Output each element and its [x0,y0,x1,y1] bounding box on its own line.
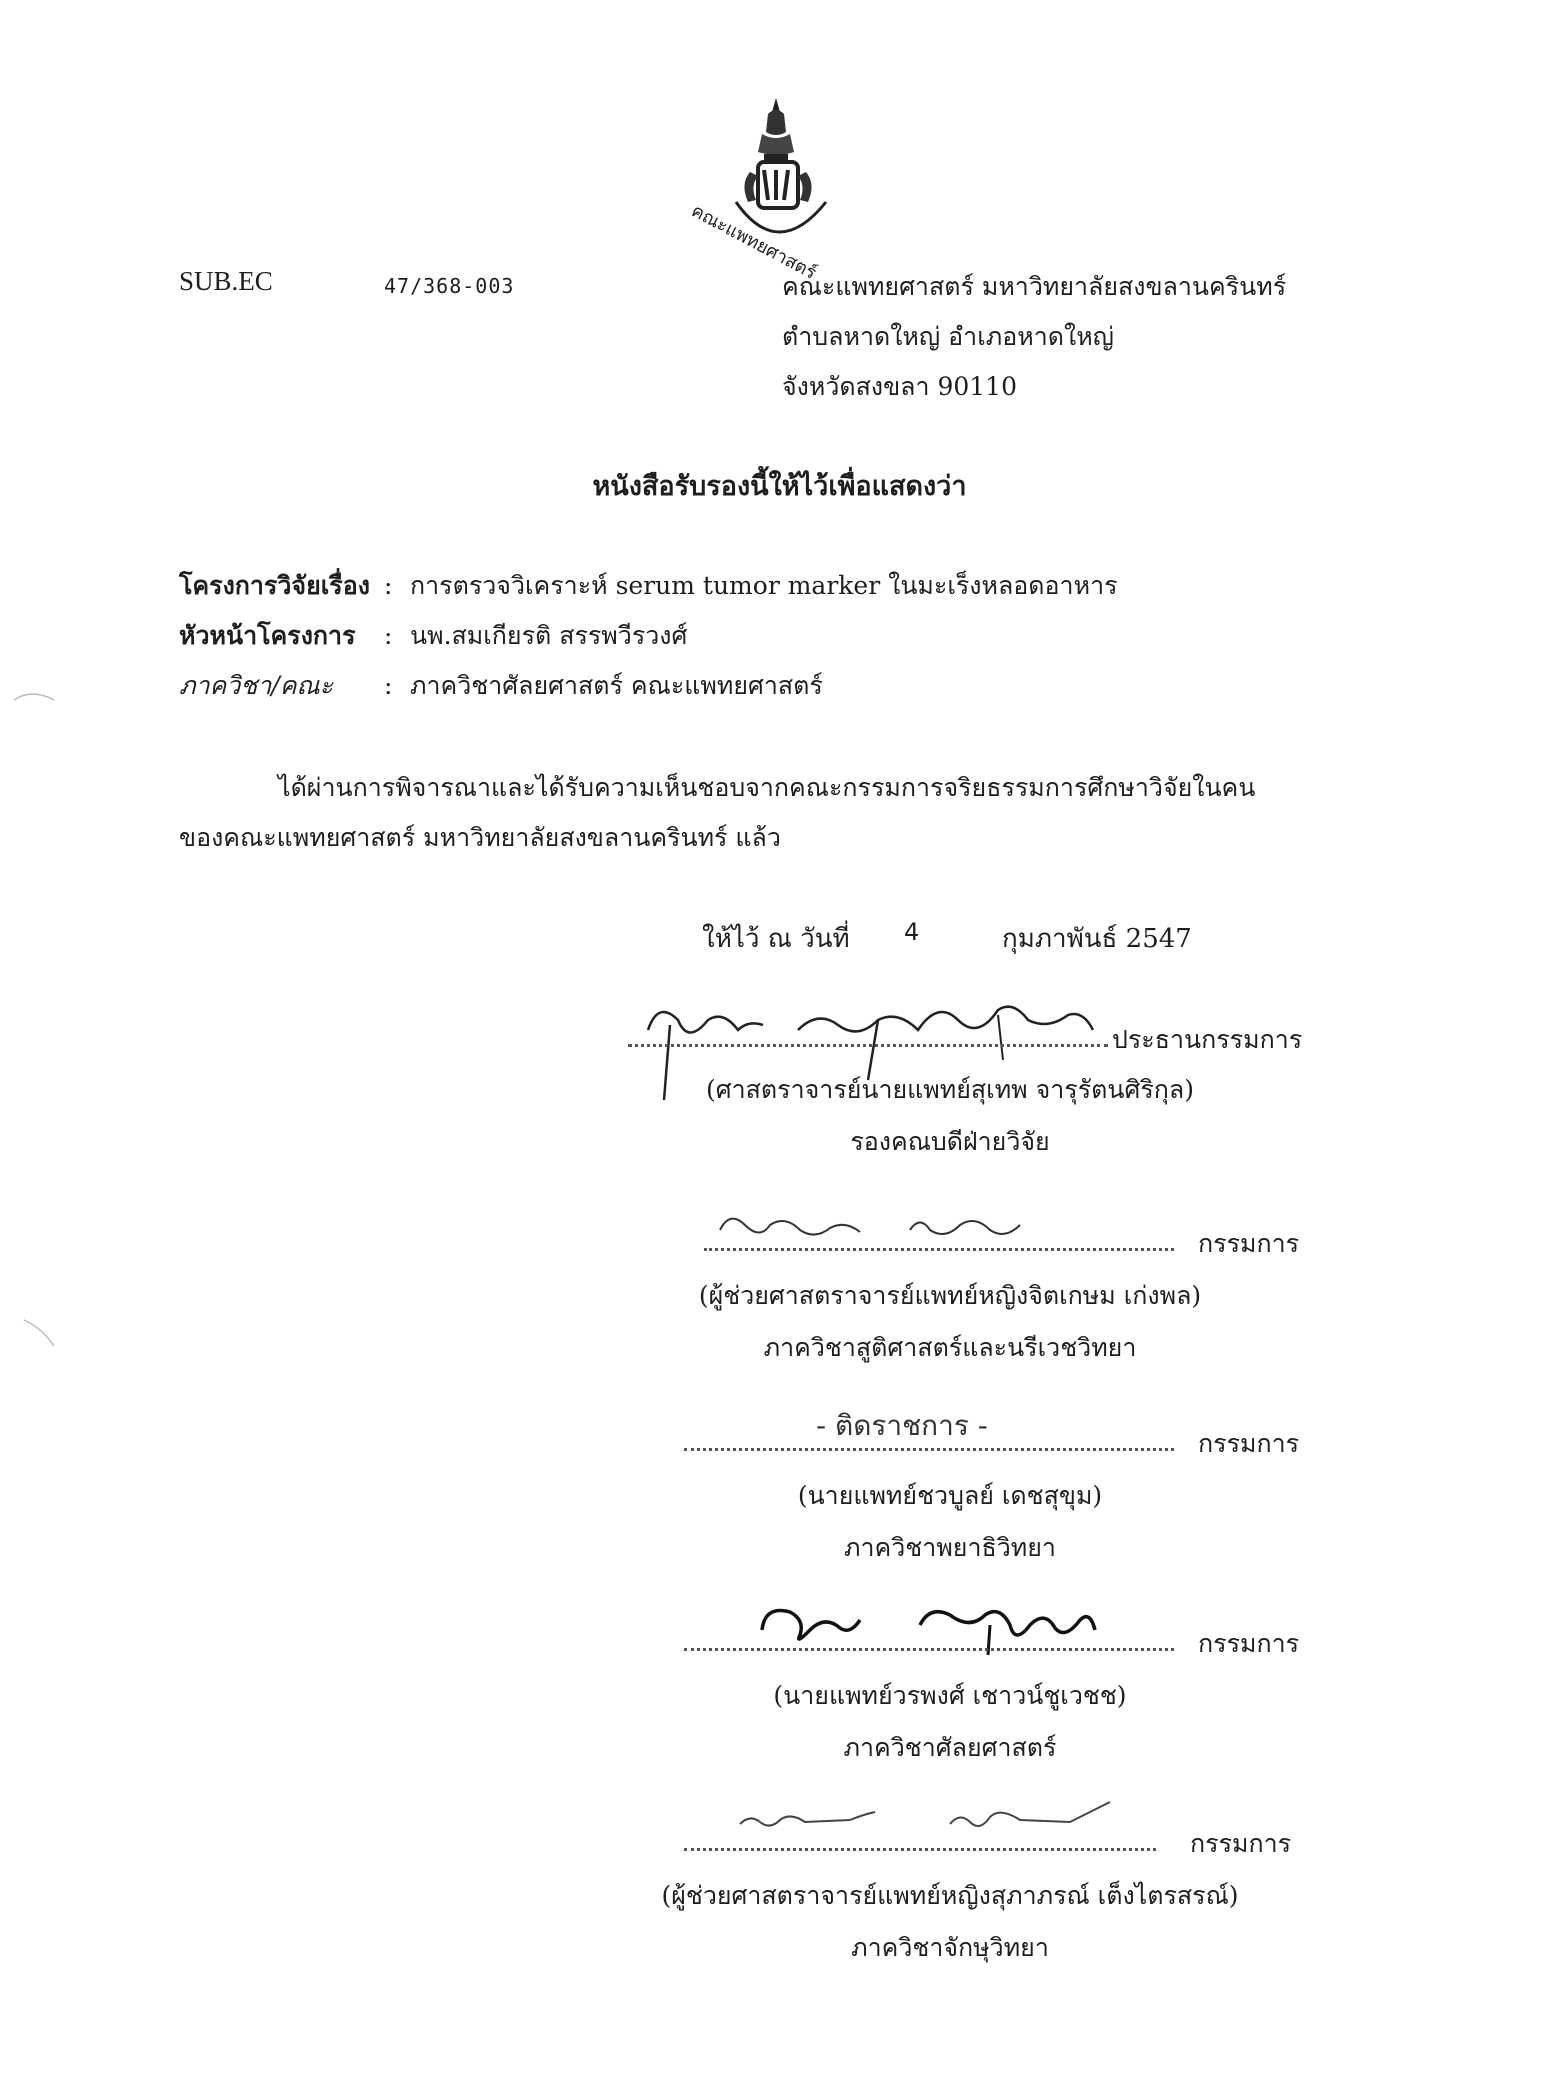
committee-member-3-position: ภาควิชาศัลยศาสตร์ [843,1733,1057,1762]
committee-member-2-position: ภาควิชาพยาธิวิทยา [844,1533,1056,1562]
address-line: คณะแพทยศาสตร์ มหาวิทยาลัยสงขลานครินทร์ [782,272,1287,301]
department-row: ภาควิชา/คณะ : ภาควิชาศัลยศาสตร์ คณะแพทยศาสตร์ [179,666,823,706]
chairman-name: (ศาสตราจารย์นายแพทย์สุเทพ จารุรัตนศิริกุล) [706,1075,1194,1104]
reference-code: SUB.EC [179,266,273,296]
committee-member-4-position: ภาควิชาจักษุวิทยา [851,1933,1049,1962]
chairman-role: ประธานกรรมการ [1112,1025,1303,1054]
project-title-value: การตรวจวิเคราะห์ serum tumor marker ในมะเร็งหลอดอาหาร [410,571,1118,600]
project-title-label: โครงการวิจัยเรื่อง [179,571,370,600]
department-label: ภาควิชา/คณะ [179,671,334,700]
committee-member-1-name: (ผู้ช่วยศาสตราจารย์แพทย์หญิงจิตเกษม เก่งพล) [698,1281,1202,1310]
committee-member-3-name: (นายแพทย์วรพงศ์ เชาวน์ชูเวชช) [773,1681,1127,1710]
committee-member-3-role: กรรมการ [1198,1629,1300,1658]
scan-mark [12,686,56,710]
committee-member-4-signature [730,1792,1150,1852]
department-value: ภาควิชาศัลยศาสตร์ คณะแพทยศาสตร์ [410,671,823,700]
chairman-position: รองคณบดีฝ่ายวิจัย [850,1127,1050,1156]
project-title-row: โครงการวิจัยเรื่อง : การตรวจวิเคราะห์ serum tumor marker ในมะเร็งหลอดอาหาร [179,566,1118,606]
seal-caption: คณะแพทยศาสตร์ [687,200,820,284]
issue-date-day: 4 [904,918,920,946]
committee-member-2-role: กรรมการ [1198,1429,1300,1458]
signature-line [684,1648,1174,1651]
committee-member-1-signature [710,1200,1070,1260]
signature-line [684,1448,1174,1451]
committee-member-4-role: กรรมการ [1190,1829,1292,1858]
signature-line [628,1044,1108,1047]
issue-date-month-year: กุมภาพันธ์ 2547 [1002,924,1192,954]
project-lead-value: นพ.สมเกียรติ สรรพวีรวงศ์ [410,621,688,650]
certificate-heading: หนังสือรับรองนี้ให้ไว้เพื่อแสดงว่า [592,471,967,502]
approval-statement-line1: ได้ผ่านการพิจารณาและได้รับความเห็นชอบจากคณะกรรมการจริยธรรมการศึกษาวิจัยในคน [278,773,1256,802]
absent-note: - ติดราชการ - [816,1409,988,1442]
committee-member-4-name: (ผู้ช่วยศาสตราจารย์แพทย์หญิงสุภาภรณ์ เต็งไตรสรณ์) [661,1881,1239,1910]
address-line: ตำบลหาดใหญ่ อำเภอหาดใหญ่ [782,322,1114,351]
approval-statement-line2: ของคณะแพทยศาสตร์ มหาวิทยาลัยสงขลานครินทร์ แล้ว [179,823,781,852]
project-lead-label: หัวหน้าโครงการ [179,621,356,650]
signature-line [684,1848,1156,1851]
scan-mark [22,1318,56,1352]
committee-member-1-role: กรรมการ [1198,1229,1300,1258]
address-line: จังหวัดสงขลา 90110 [782,372,1017,401]
signature-line [704,1248,1174,1251]
committee-member-1-position: ภาควิชาสูติศาสตร์และนรีเวชวิทยา [763,1333,1137,1362]
issue-date-prefix: ให้ไว้ ณ วันที่ [702,924,850,954]
reference-number: 47/368-003 [384,274,515,298]
committee-member-2-name: (นายแพทย์ชวบูลย์ เดชสุขุม) [797,1481,1103,1510]
project-lead-row: หัวหน้าโครงการ : นพ.สมเกียรติ สรรพวีรวงศ์ [179,616,687,656]
faculty-address [782,262,1286,412]
